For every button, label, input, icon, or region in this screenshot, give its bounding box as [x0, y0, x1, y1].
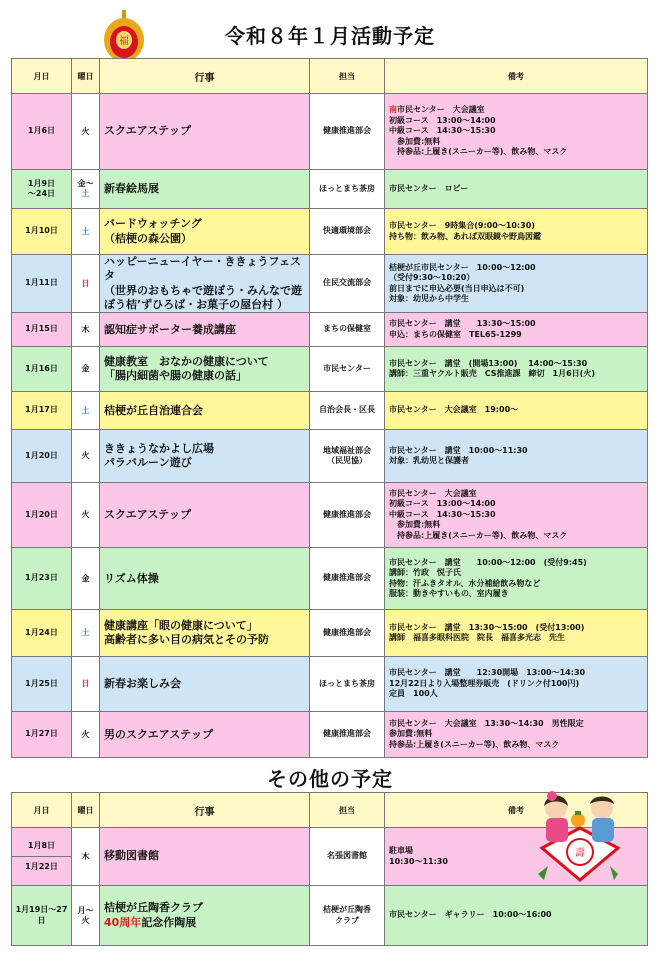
row-dow: 火: [72, 430, 100, 483]
row-event: バードウォッチング （桔梗の森公園）: [100, 209, 310, 255]
row-date: 1月10日: [12, 209, 72, 255]
header-dow: 曜日: [72, 59, 100, 94]
row-note: 市民センター 講堂 10:00～12:00 (受付9:45) 講師：竹政 悦子氏 持物：汗ふきタオル、水分補給飲み物など 服装：動きやすいもの、室内履き: [385, 548, 648, 610]
row-dow: 金: [72, 347, 100, 392]
row-person: ほっとまち茶房: [310, 657, 385, 712]
header-event: 行事: [100, 59, 310, 94]
row-dow: 木: [72, 313, 100, 347]
table-row: [12, 94, 648, 170]
row-date: 1月24日: [12, 610, 72, 657]
row-note: 駐車場 10:30～11:30: [385, 828, 648, 886]
row-person: 健康推進部会: [310, 483, 385, 548]
row-event: 男のスクエアステップ: [100, 712, 310, 758]
row-person: 健康推進部会: [310, 94, 385, 170]
table-row: [12, 392, 648, 430]
row-note: 市民センター 講堂 10:00～11:30 対象：乳幼児と保護者: [385, 430, 648, 483]
header-event: 行事: [100, 793, 310, 828]
table-row: [12, 430, 648, 483]
page-title: 令和８年１月活動予定: [225, 24, 435, 48]
header-dow: 曜日: [72, 793, 100, 828]
table-row: [12, 548, 648, 610]
row-dow: 日: [72, 657, 100, 712]
row-event: 新春お楽しみ会: [100, 657, 310, 712]
row-note: 市民センター 大会議室 13:30～14:30 男性限定 参加費:無料 持参品:上履き(スニーカー等)、飲み物、マスク: [385, 712, 648, 758]
table-row: [12, 657, 648, 712]
table-row: [12, 483, 648, 548]
row-dow: 日: [72, 255, 100, 313]
table-row: [12, 255, 648, 313]
row-note: 市民センター 大会議室 19:00～: [385, 392, 648, 430]
row-event: スクエアステップ: [100, 94, 310, 170]
table-row: [12, 313, 648, 347]
table-row: [12, 886, 648, 946]
row-note: 市民センター 9時集合(9:00～10:30) 持ち物：飲み物、あれば双眼鏡や野鳥図鑑: [385, 209, 648, 255]
row-note: 市民センター 大会議室 初級コース 13:00～14:00 中級コース 14:30～15:30 参加費:無料 持参品:上履き(スニーカー等)、飲み物、マスク: [385, 483, 648, 548]
row-person: まちの保健室: [310, 313, 385, 347]
row-date: 1月19日～27 日: [12, 886, 72, 946]
row-dow: 金: [72, 548, 100, 610]
new-year-children-icon: [532, 788, 628, 888]
row-date: 1月8日 1月22日: [12, 828, 72, 886]
row-date: 1月20日: [12, 430, 72, 483]
header-note: 備考: [385, 59, 648, 94]
row-date: 1月17日: [12, 392, 72, 430]
row-dow: 土: [72, 209, 100, 255]
row-note: 市民センター 講堂 12:30開場 13:00～14:30 12月22日より入場整理券販売 (ドリンク付100円) 定員 100人: [385, 657, 648, 712]
row-event: 新春絵馬展: [100, 170, 310, 209]
row-note: 市民センター ロビー: [385, 170, 648, 209]
table-row: [12, 712, 648, 758]
row-person: 桔梗が丘陶香 クラブ: [310, 886, 385, 946]
charm-text: 福: [119, 36, 129, 47]
table-row: [12, 170, 648, 209]
header-person: 担当: [310, 793, 385, 828]
schedule-table: [11, 58, 648, 758]
row-event: ハッピーニューイヤー・ききょうフェスタ （世界のおもちゃで遊ぼう・みんなで遊 ぼう桔’ずひろば・お菓子の屋台村 ）: [100, 255, 310, 313]
row-event: 認知症サポーター養成講座: [100, 313, 310, 347]
row-event: 移動図書館: [100, 828, 310, 886]
row-person: 健康推進部会: [310, 610, 385, 657]
row-dow: 金～ 土: [72, 170, 100, 209]
row-dow: 火: [72, 712, 100, 758]
row-dow: 火: [72, 483, 100, 548]
row-date: 1月25日: [12, 657, 72, 712]
row-date: 1月6日: [12, 94, 72, 170]
row-event: リズム体操: [100, 548, 310, 610]
row-date: 1月20日: [12, 483, 72, 548]
row-event: スクエアステップ: [100, 483, 310, 548]
row-note: 市民センター ギャラリー 10:00～16:00: [385, 886, 648, 946]
row-person: 健康推進部会: [310, 712, 385, 758]
row-event: 桔梗が丘自治連合会: [100, 392, 310, 430]
row-dow: 木: [72, 828, 100, 886]
row-dow: 土: [72, 610, 100, 657]
row-note: 桔梗が丘市民センター 10:00～12:00 （受付9:30～10:20） 前日までに申込必要(当日申込は不可) 対象：幼児から中学生: [385, 255, 648, 313]
header-person: 担当: [310, 59, 385, 94]
row-date: 1月23日: [12, 548, 72, 610]
row-dow: 月～ 火: [72, 886, 100, 946]
row-note: 南市民センター 大会議室 初級コース 13:00～14:00 中級コース 14:30～15:30 参加費:無料 持参品:上履き(スニーカー等)、飲み物、マスク: [385, 94, 648, 170]
header-date: 月日: [12, 793, 72, 828]
row-note: 市民センター 講堂 13:30～15:00 (受付13:00) 講師 福喜多眼科医院 院長 福喜多光志 先生: [385, 610, 648, 657]
table-row: [12, 347, 648, 392]
row-date: 1月15日: [12, 313, 72, 347]
row-note: 市民センター 講堂 13:30～15:00 申込：まちの保健室 TEL65-1299: [385, 313, 648, 347]
row-date: 1月11日: [12, 255, 72, 313]
row-dow: 火: [72, 94, 100, 170]
row-person: 快適環境部会: [310, 209, 385, 255]
row-event: 桔梗が丘陶香クラブ 40周年記念作陶展: [100, 886, 310, 946]
row-person: 市民センター: [310, 347, 385, 392]
table-row: [12, 209, 648, 255]
row-person: 住民交流部会: [310, 255, 385, 313]
row-dow: 土: [72, 392, 100, 430]
row-person: 自治会長・区長: [310, 392, 385, 430]
charm-text: 壽: [575, 848, 585, 859]
row-person: ほっとまち茶房: [310, 170, 385, 209]
row-event: 健康教室 おなかの健康について 「腸内細菌や腸の健康の話」: [100, 347, 310, 392]
row-person: 健康推進部会: [310, 548, 385, 610]
row-person: 地域福祉部会 （民児協）: [310, 430, 385, 483]
row-person: 名張図書館: [310, 828, 385, 886]
table-row: [12, 610, 648, 657]
row-date: 1月16日: [12, 347, 72, 392]
row-date: 1月27日: [12, 712, 72, 758]
row-event: 健康講座「眼の健康について」 高齢者に多い目の病気とその予防: [100, 610, 310, 657]
table-header-row: [12, 59, 648, 94]
header-note: 備考: [385, 793, 648, 828]
header-date: 月日: [12, 59, 72, 94]
section-title-other: その他の予定: [267, 767, 393, 791]
row-date: 1月9日 ～24日: [12, 170, 72, 209]
row-event: ききょうなかよし広場 パラバルーン遊び: [100, 430, 310, 483]
row-note: 市民センター 講堂 (開場13:00) 14:00～15:30 講師：三重ヤクルト販売 CS推進課 締切 1月6日(火): [385, 347, 648, 392]
